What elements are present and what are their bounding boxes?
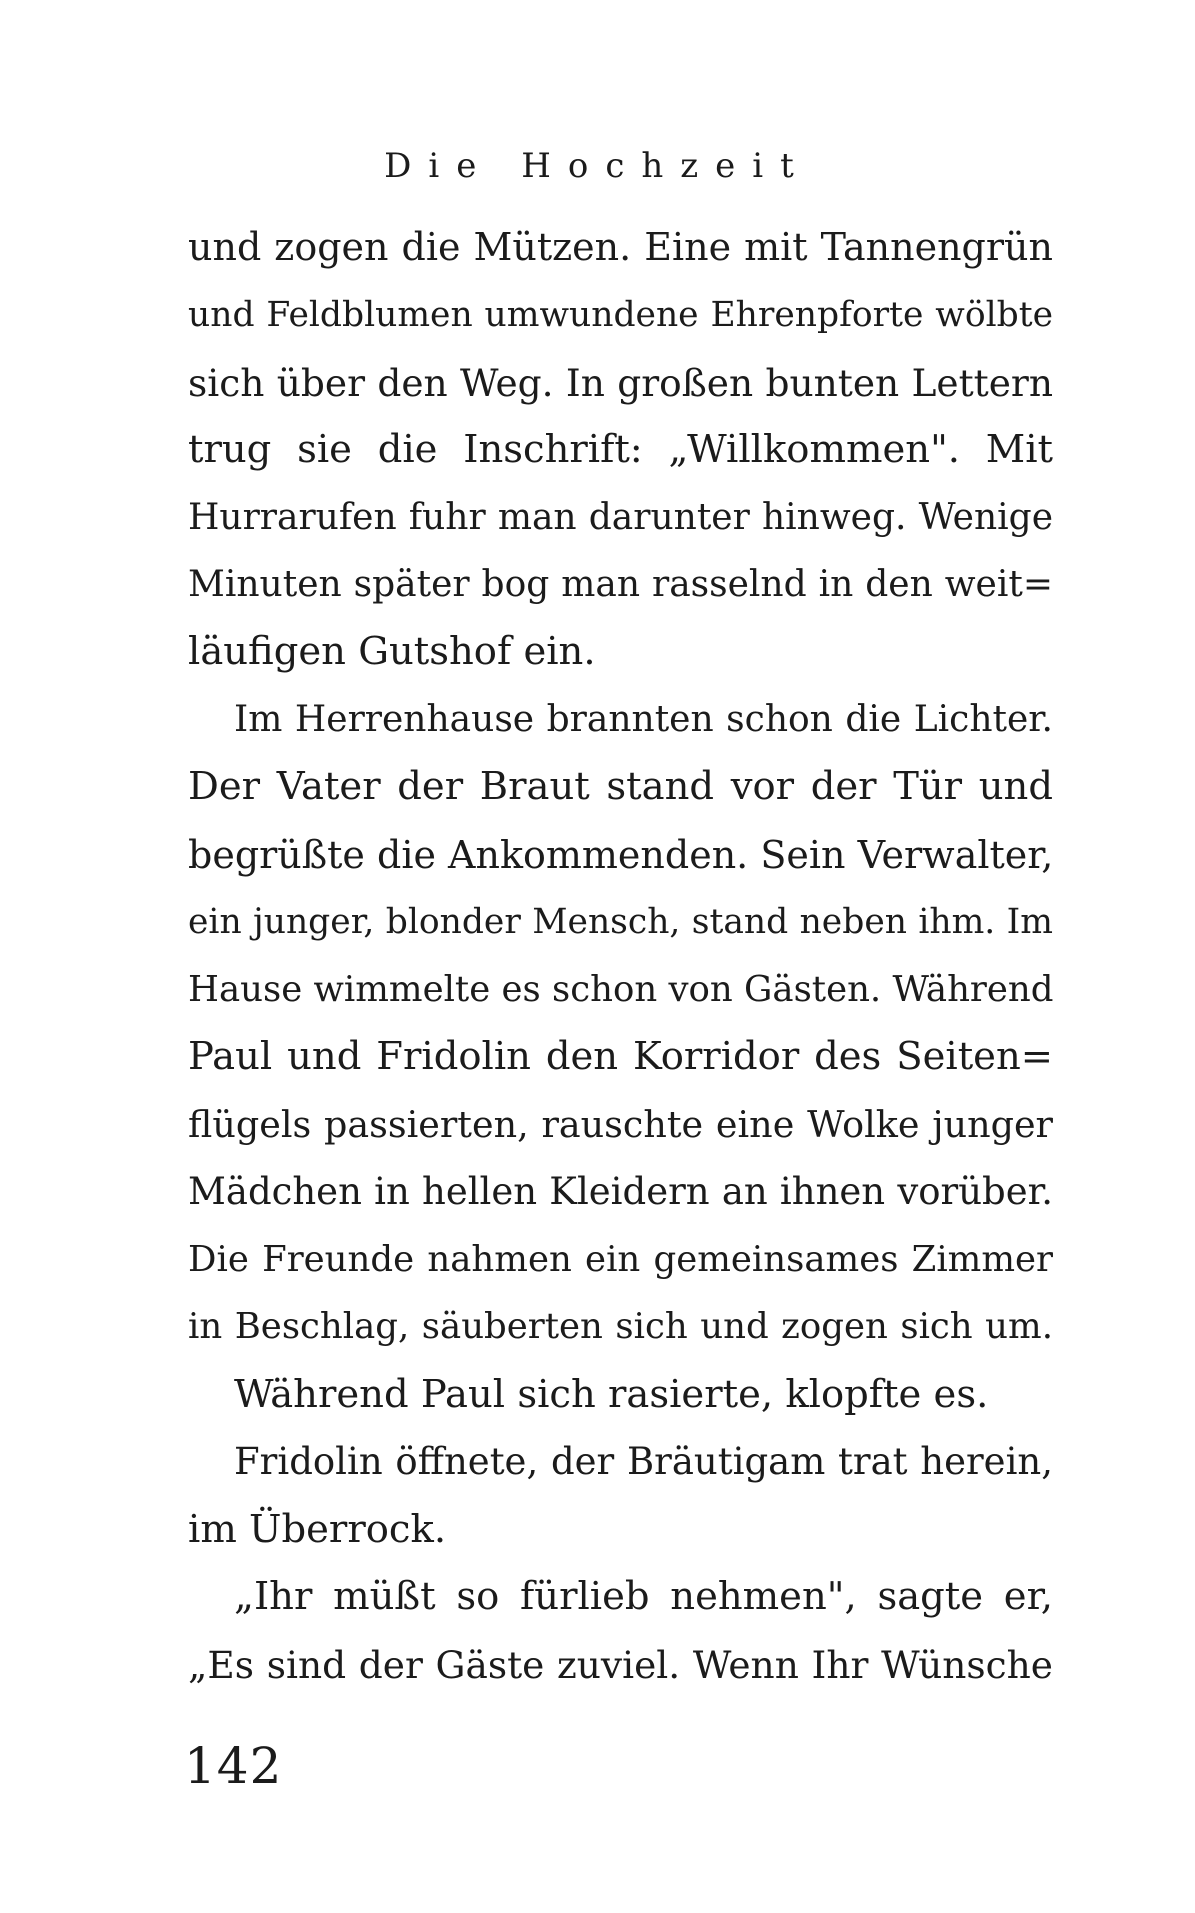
text-line: und Feldblumen umwundene Ehrenpforte wölbte [188, 295, 1053, 335]
text-line: ein junger, blonder Mensch, stand neben ihm. Im [188, 902, 1053, 942]
text-line: im Überrock. [188, 1507, 447, 1552]
text-line: „Ihr müßt so fürlieb nehmen", sagte er, [234, 1574, 1053, 1619]
text-line: Die Freunde nahmen ein gemeinsames Zimmer [188, 1239, 1053, 1280]
text-line: läufigen Gutshof ein. [188, 629, 596, 674]
text-line: sich über den Weg. In großen bunten Lettern [188, 361, 1053, 405]
text-line: Im Herrenhause brannten schon die Lichter. [234, 699, 1053, 740]
text-line: Paul und Fridolin den Korridor des Seiten= [188, 1034, 1053, 1079]
text-line: „Es sind der Gäste zuviel. Wenn Ihr Wünsche [188, 1643, 1053, 1687]
page-number: 142 [184, 1737, 283, 1795]
text-line: Während Paul sich rasierte, klopfte es. [234, 1372, 989, 1417]
text-line: trug sie die Inschrift: „Willkommen". Mit [188, 427, 1053, 472]
text-line: flügels passierten, rauschte eine Wolke junger [188, 1103, 1053, 1146]
text-line: Minuten später bog man rasselnd in den weit= [188, 564, 1053, 605]
text-line: Hause wimmelte es schon von Gästen. Während [188, 969, 1054, 1010]
text-line: Der Vater der Braut stand vor der Tür und [188, 764, 1053, 809]
text-line: in Beschlag, säuberten sich und zogen sich um. [188, 1306, 1053, 1347]
text-line: und zogen die Mützen. Eine mit Tannengrün [188, 225, 1053, 269]
text-line: Mädchen in hellen Kleidern an ihnen vorüber. [188, 1170, 1053, 1213]
running-head: Die Hochzeit [384, 146, 811, 186]
text-line: begrüßte die Ankommenden. Sein Verwalter, [188, 833, 1054, 877]
text-line: Hurrarufen fuhr man darunter hinweg. Wenige [188, 497, 1053, 538]
text-line: Fridolin öffnete, der Bräutigam trat herein, [234, 1440, 1053, 1483]
